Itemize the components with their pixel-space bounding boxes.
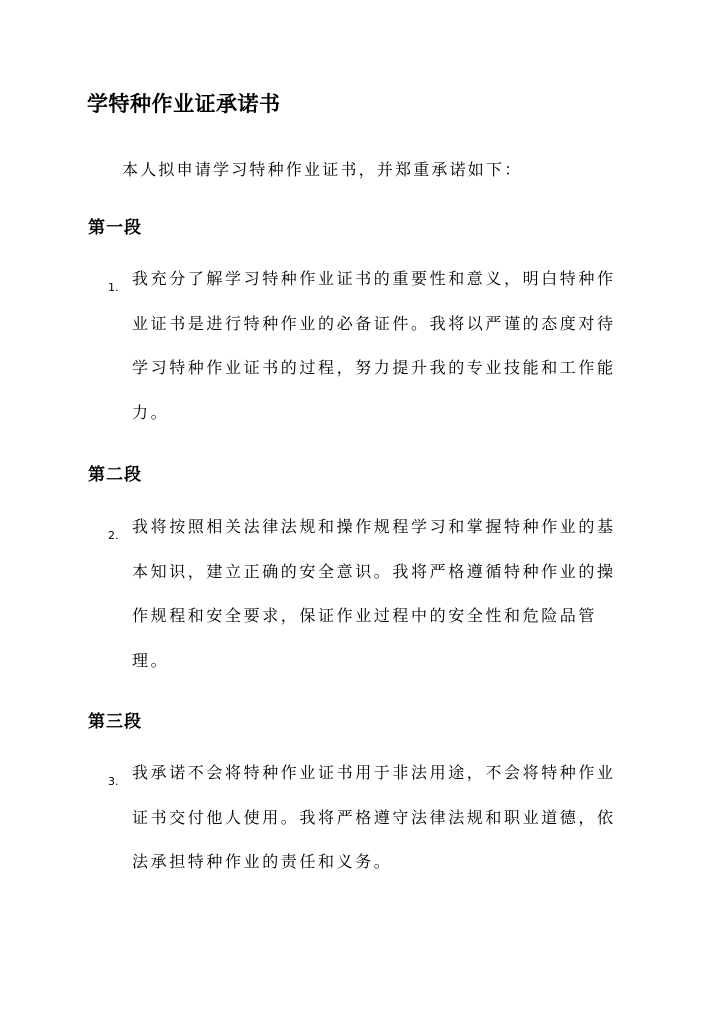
document-title: 学特种作业证承诺书	[87, 91, 281, 116]
section-heading-2: 第二段	[88, 465, 142, 485]
list-item-number: 2.	[108, 529, 119, 542]
list-item-1	[108, 270, 628, 440]
list-item-text: 我充分了解学习特种作业证书的重要性和意义，明白特种作业证书是进行特种作业的必备证件。我将以严谨的态度对待学习特种作业证书的过程，努力提升我的专业技能和工作能力。	[132, 269, 616, 422]
list-item-2	[108, 518, 628, 688]
list-item-number: 3.	[108, 775, 119, 788]
list-item-number: 1.	[108, 281, 119, 294]
list-item-text: 我将按照相关法律法规和操作规程学习和掌握特种作业的基本知识，建立正确的安全意识。我将严格遵循特种作业的操作规程和安全要求，保证作业过程中的安全性和危险品管理。	[132, 517, 616, 670]
list-item-text: 我承诺不会将特种作业证书用于非法用途，不会将特种作业证书交付他人使用。我将严格遵守法律法规和职业道德，依法承担特种作业的责任和义务。	[132, 763, 616, 871]
list-item-3	[108, 764, 628, 894]
section-heading-3: 第三段	[88, 712, 142, 732]
section-heading-1: 第一段	[88, 218, 142, 238]
intro-paragraph: 本人拟申请学习特种作业证书，并郑重承诺如下：	[122, 160, 523, 179]
